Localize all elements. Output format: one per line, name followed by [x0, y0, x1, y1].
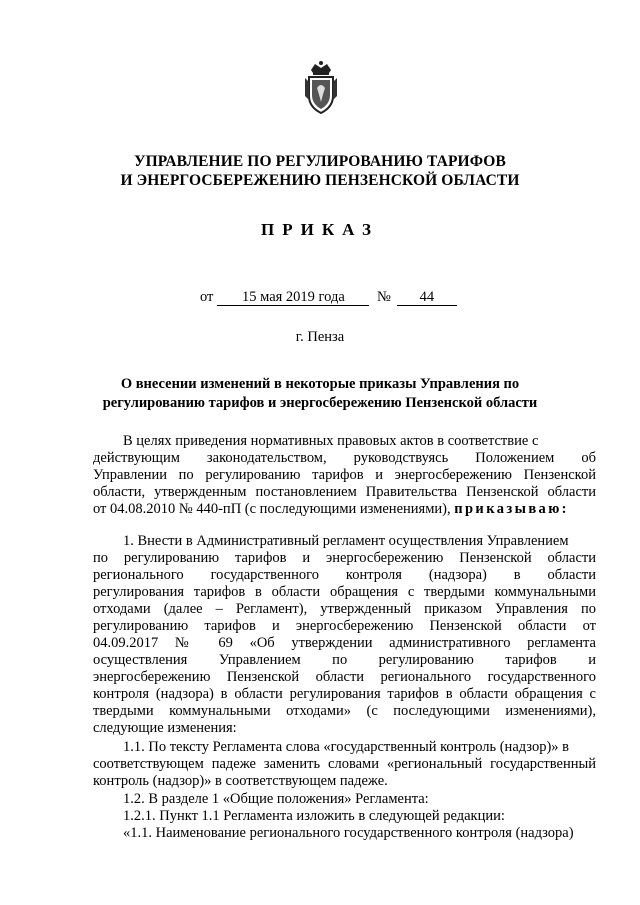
- clause-1-line: 1. Внести в Административный регламент осуществления Управлением: [123, 533, 569, 549]
- clause-1-1-new-wording: «1.1. Наименование регионального государственного контроля (надзора): [123, 825, 574, 841]
- penza-coat-of-arms-icon: [303, 60, 339, 116]
- clause-1-1-line: 1.1. По тексту Регламента слова «государственный контроль (надзор)» в: [123, 739, 570, 755]
- preamble-line: Управлении по регулированию тарифов и энергосбережению Пензенской: [93, 467, 596, 483]
- clause-1-line: регулирования тарифов в области обращения с твердыми коммунальными: [93, 584, 596, 600]
- order-number: 44: [397, 289, 457, 306]
- preamble-last-line: [93, 501, 596, 518]
- order-date: 15 мая 2019 года: [217, 289, 369, 306]
- date-and-number-line: [200, 289, 470, 306]
- clause-1-line: энергосбережению Пензенской области регионального государственного: [93, 669, 596, 685]
- clause-1-line: 04.09.2017 № 69 «Об утверждении административного регламента: [93, 635, 596, 651]
- preamble-line: от 04.08.2010 № 440-пП (с последующими изменениями),: [93, 501, 451, 517]
- clause-1-1-line: соответствующем падеже заменить словами «региональный государственный: [93, 756, 596, 772]
- organization-name: [0, 152, 640, 190]
- order-subject-line-2: регулированию тарифов и энергосбережению Пензенской области: [102, 395, 538, 411]
- organization-name-line-2: И ЭНЕРГОСБЕРЕЖЕНИЮ ПЕНЗЕНСКОЙ ОБЛАСТИ: [120, 172, 520, 189]
- preamble-line: В целях приведения нормативных правовых актов в соответствие с: [123, 433, 539, 449]
- order-subject: [0, 375, 640, 413]
- number-label: №: [377, 289, 391, 305]
- clause-1-2: 1.2. В разделе 1 «Общие положения» Регламента:: [123, 791, 429, 807]
- clause-1-1-line: контроль (надзор)» в соответствующем падеже.: [93, 773, 388, 789]
- from-label: от: [200, 289, 214, 305]
- clause-1-line: твердыми коммунальными отходами» (с последующими изменениями),: [93, 703, 596, 719]
- clause-1-line: контроля (надзора) в области регулирования тарифов в области обращения с: [93, 686, 596, 702]
- city: г. Пенза: [295, 329, 345, 345]
- clause-1-line: регионального государственного контроля (надзора) в области: [93, 567, 596, 583]
- clause-1-line: регулированию тарифов и энергосбережению Пензенской области от: [93, 618, 596, 634]
- clause-1-line: отходами (далее – Регламент), утвержденный приказом Управления по: [93, 601, 596, 617]
- order-verb: приказываю:: [454, 501, 569, 517]
- organization-name-line-1: УПРАВЛЕНИЕ ПО РЕГУЛИРОВАНИЮ ТАРИФОВ: [134, 153, 506, 170]
- preamble-line: области, утвержденным постановлением Правительства Пензенской области: [93, 484, 596, 500]
- clause-1-2-1: 1.2.1. Пункт 1.1 Регламента изложить в следующей редакции:: [123, 808, 505, 824]
- clause-1-line: следующие изменения:: [93, 720, 237, 736]
- clause-1-line: по регулированию тарифов и энергосбережению Пензенской области: [93, 550, 596, 566]
- document-title: ПРИКАЗ: [261, 220, 379, 239]
- preamble-line: действующим законодательством, руководствуясь Положением об: [93, 450, 596, 466]
- clause-1-line: осуществления Управлением по регулированию тарифов и: [93, 652, 596, 668]
- order-subject-line-1: О внесении изменений в некоторые приказы Управления по: [120, 376, 520, 392]
